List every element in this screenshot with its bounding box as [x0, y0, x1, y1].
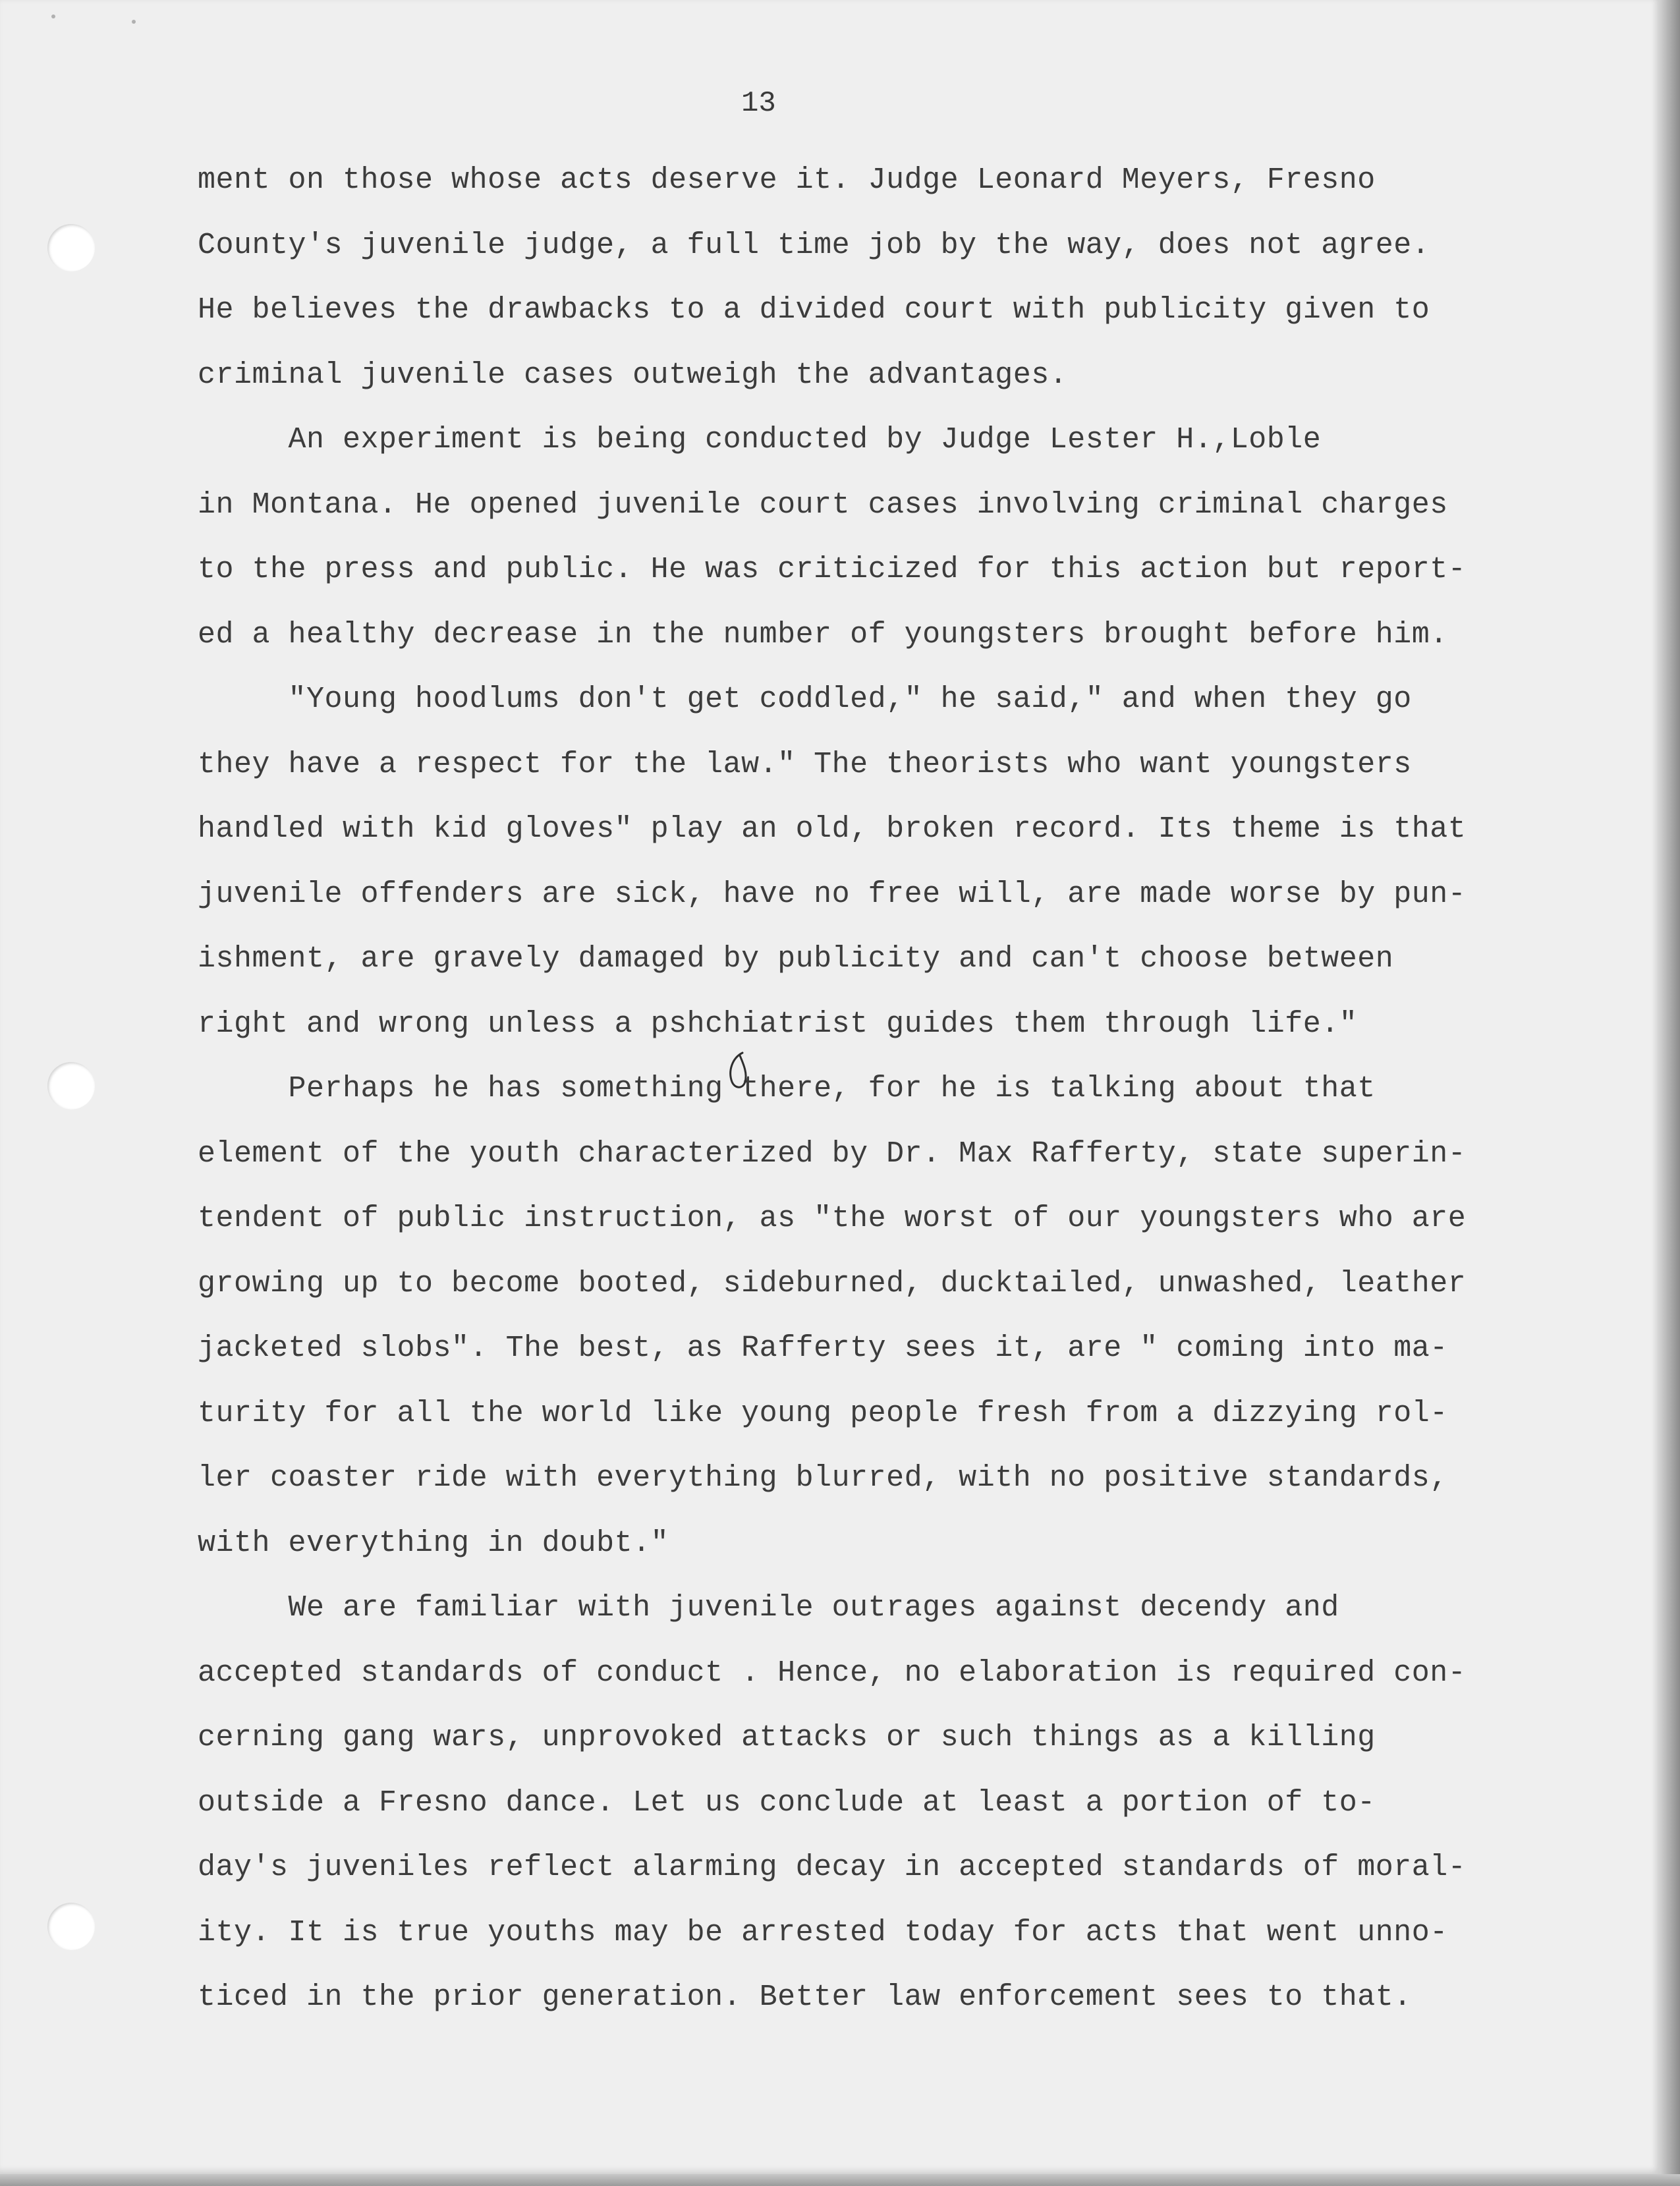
text-line: with everything in doubt."	[198, 1526, 669, 1560]
text-line: ment on those whose acts deserve it. Judge Leonard Meyers, Fresno	[198, 163, 1376, 197]
text-line: We are familiar with juvenile outrages against decendy and	[198, 1591, 1339, 1625]
text-line: right and wrong unless a pshchiatrist guides them through life."	[198, 1007, 1358, 1041]
text-line: handled with kid gloves" play an old, broken record. Its theme is that	[198, 812, 1467, 846]
text-line: tendent of public instruction, as "the worst of our youngsters who are	[198, 1202, 1467, 1235]
text-line: element of the youth characterized by Dr. Max Rafferty, state superin-	[198, 1136, 1467, 1171]
text-line: jacketed slobs". The best, as Rafferty sees it, are " coming into ma-	[198, 1331, 1448, 1365]
text-line: accepted standards of conduct . Hence, no elaboration is required con-	[198, 1656, 1467, 1690]
page-edge-shadow	[1660, 0, 1680, 2186]
text-line: ed a healthy decrease in the number of youngsters brought before him.	[198, 617, 1448, 652]
body-text	[198, 148, 1581, 2031]
punch-hole-middle	[47, 1062, 95, 1109]
text-line: An experiment is being conducted by Judge Lester H.,Loble	[198, 423, 1322, 457]
text-line: cerning gang wars, unprovoked attacks or such things as a killing	[198, 1721, 1376, 1754]
text-line: outside a Fresno dance. Let us conclude at least a portion of to-	[198, 1785, 1376, 1820]
text-line: in Montana. He opened juvenile court cases involving criminal charges	[198, 488, 1448, 522]
text-line: juvenile offenders are sick, have no free will, are made worse by pun-	[198, 877, 1467, 911]
text-line: County's juvenile judge, a full time job by the way, does not agree.	[198, 228, 1430, 262]
text-line: ity. It is true youths may be arrested today for acts that went unno-	[198, 1915, 1448, 1949]
page-number: 13	[741, 87, 776, 120]
punch-hole-top	[47, 224, 95, 271]
text-line: growing up to become booted, sideburned, ducktailed, unwashed, leather	[198, 1266, 1467, 1301]
text-line: turity for all the world like young people fresh from a dizzying rol-	[198, 1396, 1448, 1430]
page-bottom-shadow	[0, 2174, 1680, 2186]
text-line: ticed in the prior generation. Better law enforcement sees to that.	[198, 1980, 1412, 2014]
text-line: "Young hoodlums don't get coddled," he said," and when they go	[198, 683, 1412, 716]
paper-speck	[132, 20, 136, 24]
text-line: ler coaster ride with everything blurred, with no positive standards,	[198, 1461, 1448, 1495]
text-line: to the press and public. He was criticized for this action but report-	[198, 553, 1467, 586]
handwritten-correction-mark	[723, 1049, 756, 1094]
paper-speck	[51, 14, 55, 18]
text-line: ishment, are gravely damaged by publicity and can't choose between	[198, 942, 1394, 976]
text-line: Perhaps he has something there, for he is talking about that	[198, 1072, 1376, 1106]
text-line: day's juveniles reflect alarming decay in accepted standards of moral-	[198, 1851, 1467, 1884]
text-line: they have a respect for the law." The theorists who want youngsters	[198, 747, 1412, 781]
text-line: criminal juvenile cases outweigh the advantages.	[198, 358, 1068, 392]
text-line: He believes the drawbacks to a divided court with publicity given to	[198, 293, 1430, 327]
punch-hole-bottom	[47, 1903, 95, 1950]
